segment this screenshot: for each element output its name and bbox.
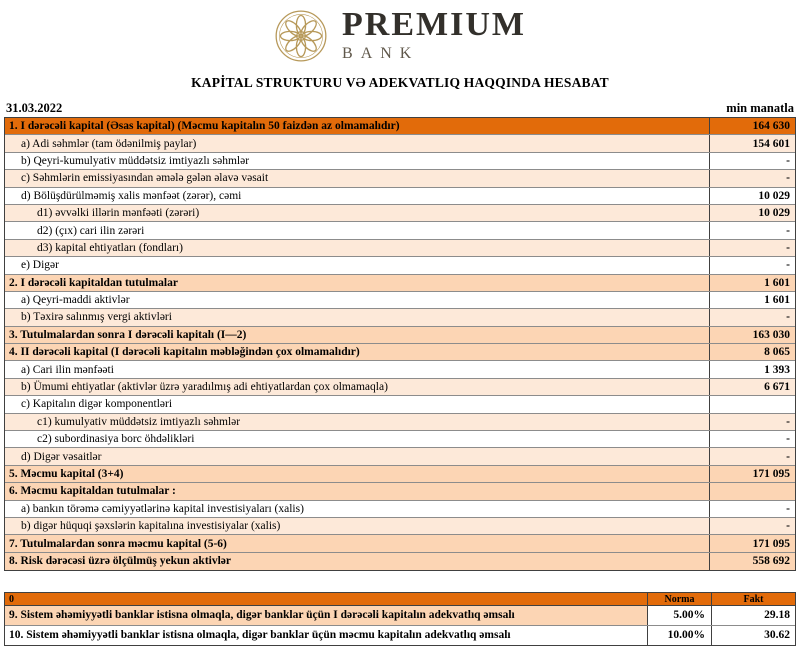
table-row xyxy=(5,153,795,170)
row-label: 8. Risk dərəcəsi üzrə ölçülmüş yekun aktivlər xyxy=(9,555,231,568)
norma-column-header: Norma xyxy=(647,593,711,605)
ratio-norma: 10.00% xyxy=(647,626,711,646)
row-value: 558 692 xyxy=(709,553,795,570)
row-label: b) Təxirə salınmış vergi aktivləri xyxy=(21,311,172,324)
row-label: a) Qeyri-maddi aktivlər xyxy=(21,294,130,307)
row-label: a) bankın törəmə cəmiyyətlərinə kapital investisiyaları (xalis) xyxy=(21,502,304,515)
table-row xyxy=(5,222,795,239)
table-row xyxy=(5,292,795,309)
row-label: e) Digər xyxy=(21,259,59,272)
row-value: 164 630 xyxy=(709,118,795,134)
ratio-label: 9. Sistem əhəmiyyətli banklar istisna olmaqla, digər banklar üçün I dərəcəli kapitalın adekvatlıq əmsalı xyxy=(9,609,515,622)
table-row xyxy=(5,431,795,448)
table-row xyxy=(5,535,795,552)
row-value xyxy=(709,396,795,412)
row-label: c) Səhmlərin emissiyasından əmələ gələn əlavə vəsait xyxy=(21,172,269,185)
table-row xyxy=(5,188,795,205)
table-row xyxy=(5,379,795,396)
table-row xyxy=(5,170,795,187)
row-value: 163 030 xyxy=(709,327,795,343)
row-label: d) Bölüşdürülməmiş xalis mənfəət (zərər), cəmi xyxy=(21,189,242,202)
row-label: b) digər hüquqi şəxslərin kapitalına investisiyalar (xalis) xyxy=(21,520,281,533)
table-row xyxy=(5,361,795,378)
table-row xyxy=(5,448,795,465)
row-label: b) Qeyri-kumulyativ müddətsiz imtiyazlı səhmlər xyxy=(21,154,250,167)
row-label: c2) subordinasiya borc öhdəlikləri xyxy=(37,433,195,446)
table-row xyxy=(5,327,795,344)
row-label: d1) əvvəlki illərin mənfəəti (zərəri) xyxy=(37,207,200,220)
row-label: d2) (çıx) cari ilin zərəri xyxy=(37,224,145,237)
row-value: 10 029 xyxy=(709,205,795,221)
row-value: - xyxy=(709,257,795,273)
row-value: 1 601 xyxy=(709,275,795,291)
row-label: c1) kumulyativ müddətsiz imtiyazlı səhmlər xyxy=(37,415,241,428)
row-value: 10 029 xyxy=(709,188,795,204)
table-row xyxy=(5,396,795,413)
ratio-norma: 5.00% xyxy=(647,606,711,625)
row-label: d3) kapital ehtiyatları (fondları) xyxy=(37,241,183,254)
row-label: a) Cari ilin mənfəəti xyxy=(21,363,114,376)
table-row xyxy=(5,414,795,431)
ratio-table-body xyxy=(5,606,795,645)
ratio-table-header xyxy=(5,593,795,606)
row-value: 1 393 xyxy=(709,361,795,377)
report-date: 31.03.2022 xyxy=(6,101,63,115)
unit-label: min manatla xyxy=(726,101,794,115)
row-value: 1 601 xyxy=(709,292,795,308)
table-row xyxy=(5,257,795,274)
row-value: - xyxy=(709,501,795,517)
row-value: - xyxy=(709,240,795,256)
row-value: - xyxy=(709,414,795,430)
table-row xyxy=(5,466,795,483)
row-label: 1. I dərəcəli kapital (Əsas kapital) (Məcmu kapitalın 50 faizdən az olmamalıdır) xyxy=(9,120,400,133)
row-label: b) Ümumi ehtiyatlar (aktivlər üzrə yaradılmış adi ehtiyatlardan çox olmamaqla) xyxy=(21,381,388,394)
fakt-column-header: Fakt xyxy=(711,593,795,605)
table-row xyxy=(5,483,795,500)
table-row xyxy=(5,344,795,361)
row-value: - xyxy=(709,431,795,447)
table-row xyxy=(5,309,795,326)
row-value: 8 065 xyxy=(709,344,795,360)
ratio-table xyxy=(4,592,796,646)
table-row xyxy=(5,518,795,535)
row-label: a) Adi səhmlər (tam ödənilmiş paylar) xyxy=(21,137,197,150)
row-value: 154 601 xyxy=(709,135,795,151)
ratio-corner-label: 0 xyxy=(9,593,14,605)
row-value: 171 095 xyxy=(709,466,795,482)
report-meta xyxy=(0,101,800,116)
table-row xyxy=(5,118,795,135)
row-value: - xyxy=(709,309,795,325)
ratio-fakt: 29.18 xyxy=(711,606,795,625)
table-row xyxy=(5,240,795,257)
ratio-row xyxy=(5,606,795,626)
ratio-row xyxy=(5,626,795,646)
table-row xyxy=(5,275,795,292)
row-label: c) Kapitalın digər komponentləri xyxy=(21,398,173,411)
report-title: KAPİTAL STRUKTURU VƏ ADEKVATLIQ HAQQINDA HESABAT xyxy=(191,75,609,90)
row-value: - xyxy=(709,222,795,238)
row-value: - xyxy=(709,518,795,534)
brand-subname: BANK xyxy=(342,45,420,62)
bank-logo xyxy=(0,0,800,64)
row-value: 171 095 xyxy=(709,535,795,551)
table-row xyxy=(5,553,795,570)
row-label: 7. Tutulmalardan sonra məcmu kapital (5-6) xyxy=(9,537,227,550)
row-label: 2. I dərəcəli kapitaldan tutulmalar xyxy=(9,276,178,289)
row-label: 6. Məcmu kapitaldan tutulmalar : xyxy=(9,485,176,498)
ratio-label: 10. Sistem əhəmiyyətli banklar istisna olmaqla, digər banklar üçün məcmu kapitalın adekvatlıq əmsalı xyxy=(9,629,511,642)
row-value: - xyxy=(709,448,795,464)
row-label: 3. Tutulmalardan sonra I dərəcəli kapitalı (I—2) xyxy=(9,328,247,341)
table-row xyxy=(5,501,795,518)
row-value xyxy=(709,483,795,499)
capital-table xyxy=(4,117,796,571)
ratio-fakt: 30.62 xyxy=(711,626,795,646)
knot-icon xyxy=(274,9,328,63)
row-label: 5. Məcmu kapital (3+4) xyxy=(9,468,124,480)
row-label: 4. II dərəcəli kapital (I dərəcəli kapitalın məbləğindən çox olmamalıdır) xyxy=(9,346,360,359)
row-value: 6 671 xyxy=(709,379,795,395)
row-value: - xyxy=(709,153,795,169)
table-row xyxy=(5,205,795,222)
row-value: - xyxy=(709,170,795,186)
row-label: d) Digər vəsaitlər xyxy=(21,450,102,463)
brand-text xyxy=(342,8,526,63)
table-row xyxy=(5,135,795,152)
brand-name: PREMIUM xyxy=(342,6,526,43)
